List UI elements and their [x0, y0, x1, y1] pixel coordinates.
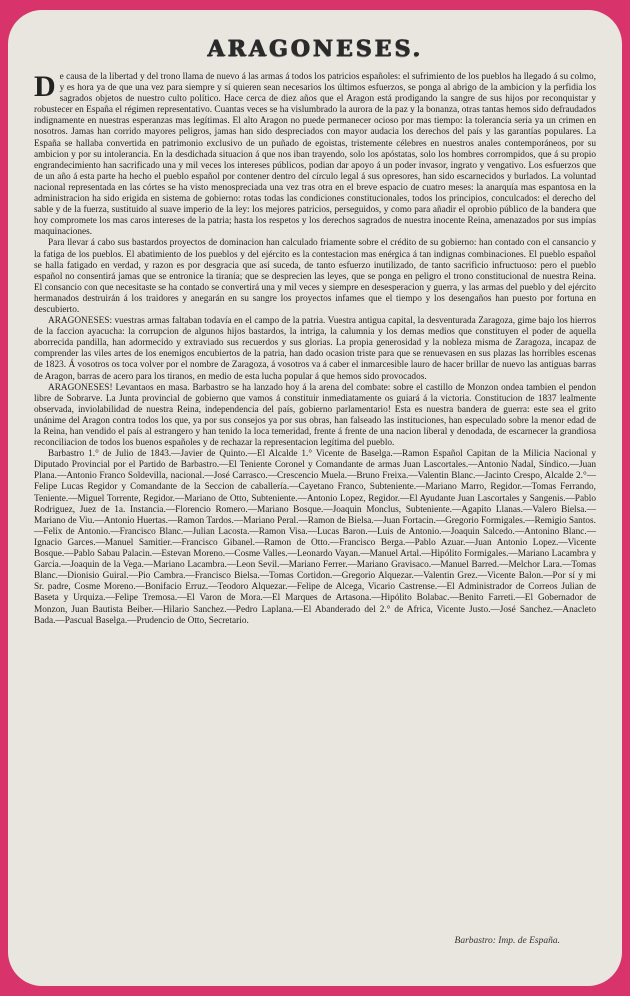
paragraph-1 — [34, 72, 596, 238]
paragraph-text: e causa de la libertad y del trono llama de nuevo á las armas á todos los patricios españoles: el sufrimiento de los pueblos ha llegado á su colmo, y es hora ya de que una vez para siempre y sí quieren sean necesarios los últimos esfuerzos, se ponga al abrigo de la ambicion y la perfidia los sagrados objetos de nuestro culto político. Hace cerca de diez años que el Aragon está prodigando la sangre de sus hijos por reconquistar y robustecer en España el régimen representativo. Cuantas veces se ha vislumbrado la aurora de la paz y la bonanza, otras tantas hemos sido defraudados indignamente en nuestras esperanzas mas legítimas. El alto Aragon no puede permanecer ocioso por mas tiempo: la tolerancia seria ya un crimen en nosotros. Jamas han corrido mayores peligros, jamas han sido despreciados con mayor audacia los derechos del país y las garantías populares. La España se hallaba convertida en patrimonio exclusivo de un puñado de egoistas, tristemente célebres en nuestros anales contemporáneos, por su ambicion y por su intolerancia. En la desdichada situacion á que nos iban trayendo, solo los apóstatas, solo los hombres corrompidos, que á su propio engrandecimiento han sacrificado una y mil veces los intereses públicos, podian dar apoyo á un poder invasor, ingrato y vengativo. Los esfuerzos que de un año á esta parte ha hecho el pueblo español por contener dentro del círculo legal á sus opresores, han sido escarnecidos y burlados. La voluntad nacional representada en las córtes se ha visto menospreciada una vez tras otra en el breve espacio de cuatro meses: la anarquía mas espantosa en la administracion ha sido erigida en sistema de gobierno: rotas todas las condiciones constitucionales, todos los principios, conculcados: el derecho del sable y de la fuerza, sustituido al suave imperio de la ley: los mejores patricios, perseguidos, y como para añadir el oprobio público de la bandera que hoy compromete los mas caros intereses de la patria; hasta los respetos y los derechos sagrados de nuestra inocente Reina, amenazados por sus impías maquinaciones. — [34, 72, 596, 238]
paragraph-3: ARAGONESES: vuestras armas faltaban todavía en el campo de la patria. Vuestra antigua capital, la desventurada Zaragoza, gime bajo los hierros de la faccion ayacucha: la corrupcion de algunos hijos bastardos, la intriga, la calumnia y los demas medios que constituyen el poder de aquella aborrecida pandilla, han adormecido y extraviado sus recuerdos y sus glorias. La propia generosidad y la nobleza misma de Zaragoza, incapaz de comprender las viles artes de los enemigos encubiertos de la patria, han dado ocasion triste para que se renuevasen en sus plazas las horribles escenas de 1823. Á vosotros os toca volver por el nombre de Zaragoza, á vosotros va á caber el inmarcesible lauro de hacer brillar de nuevo las antiguas barras de Aragon, barras de acero para los tiranos, en medio de esta lucha popular á que hemos sido provocados. — [34, 316, 596, 382]
poster-sheet — [8, 10, 622, 986]
paragraph-2: Para llevar á cabo sus bastardos proyectos de dominacion han calculado friamente sobre el crédito de su gobierno: han contado con el cansancio y la fatiga de los pueblos. El abatimiento de los pueblos y del ejército es la contestacion mas enérgica á tan indignas combinaciones. El pueblo español se halla fatigado en verdad, y razon es por desgracia que así suceda, de tanto esfuerzo inutilizado, de tanto sacrificio infructuoso: pero el pueblo español no consentirá jamas que se entronice la tiranía; que se desprecien las leyes, que se ponga en peligro el trono constitucional de nuestra Reina. El consancio con que necesitaste se ha contado se convertirá una y mil veces y siempre en desesperacion y guerra, y las armas del pueblo y del ejército hermanados destruirán á los traidores y anegarán en su sangre los proyectos infames que el tiempo y los desengaños han puesto por fortuna en descubierto. — [34, 238, 596, 315]
paragraph-4: ARAGONESES! Levantaos en masa. Barbastro se ha lanzado hoy á la arena del combate: sobre el castillo de Monzon ondea tambien el pendon libre de Sobrarve. La Junta provincial de gobierno que vamos á constituir inmediatamente os guiará á la victoria. Constitucion de 1837 lealmente observada, inviolabilidad de nuestra Reina, independencia del país, gobierno parlamentario! Esta es nuestra bandera de guerra: este sea el grito unánime del Aragon contra todos los que, ya por sus consejos ya por sus obras, han falseado las instituciones, han especulado sobre la menor edad de la Reina, han vendido el país al estrangero y han tenido la loca temeridad, frente á frente de una nacion liberal y denodada, de escarnecer la grandiosa reconciliacion de todos los buenos españoles y de rechazar la representacion legítima del pueblo. — [34, 382, 596, 449]
document-title: ARAGONESES. — [207, 36, 423, 62]
signatures-paragraph: Barbastro 1.° de Julio de 1843.—Javier de Quinto.—El Alcalde 1.° Vicente de Baselga.—Ramon Español Capitan de la Milicia Nacional y Diputado Provincial por el Partido de Barbastro.—El Teniente Coronel y Comandante de armas Juan Lascortales.—Antonio Nadal, Síndico.—Juan Plana.—Antonio Franco Soldevilla, nacional.—José Carrasco.—Crescencio Muela.—Bruno Freixa.—Valentin Blanc.—Jacinto Crespo, Alcalde 2.°—Felipe Lucas Regidor y Comandante de la Seccion de caballería.—Cayetano Franco, Subteniente.—Mariano Marro, Regidor.—Tomas Ferrando, Teniente.—Miguel Torrente, Regidor.—Mariano de Otto, Subteniente.—Antonio Lopez, Regidor.—El Ayudante Juan Lascortales y Sangenis.—Pablo Rodriguez, Juez de 1a. Instancia.—Florencio Romero.—Mariano Bosque.—Joaquin Monclus, Subteniente.—Agapito Llanas.—Valero Bielsa.—Mariano de Viu.—Antonio Huertas.—Ramon Tardos.—Mariano Peral.—Ramon de Bielsa.—Juan Fortacin.—Gregorio Formigales.—Remigio Santos.—Felix de Antonio.—Francisco Blanc.—Julian Lacosta.—Ramon Visa.—Lucas Baron.—Luis de Antonio.—Joaquin Salcedo.—Antonino Blanc.—Ignacio Garces.—Manuel Samitier.—Francisco Gibanel.—Ramon de Otto.—Francisco Berga.—Pablo Azuar.—Juan Antonio Lopez.—Vicente Bosque.—Pablo Sabau Palacin.—Estevan Moreno.—Cosme Valles.—Leonardo Vayan.—Manuel Artal.—Hipólito Formigales.—Mariano Lacambra y Garcia.—Joaquin de la Vega.—Mariano Lacambra.—Leon Sevil.—Mariano Ferrer.—Mariano Gravisaco.—Manuel Barred.—Melchor Lara.—Tomas Blanc.—Dionisio Guiral.—Pio Cambra.—Francisco Bielsa.—Tomas Cortidon.—Gregorio Alquezar.—Valentin Grez.—Vicente Balon.—Por sí y mi Sr. padre, Cosme Moreno.—Bonifacio Erruz.—Teodoro Alquezar.—Felipe de Alcega, Vicario Castrense.—El Administrador de Correos Julian de Baseta y Urquiza.—Felipe Tremosa.—El Varon de Mora.—El Marques de Artasona.—Hipólito Bolabac.—Benito Farreti.—El Gobernador de Monzon, Juan Bautista Beiber.—Hilario Sanchez.—Pedro Laplana.—El Abanderado del 2.° de Africa, Vicente Justo.—José Sanchez.—Anacleto Bada.—Pascual Baselga.—Prudencio de Otto, Secretario. — [34, 449, 596, 626]
drop-cap: D — [34, 70, 56, 103]
document-body — [34, 72, 596, 627]
printer-imprint: Barbastro: Imp. de España. — [454, 936, 560, 946]
